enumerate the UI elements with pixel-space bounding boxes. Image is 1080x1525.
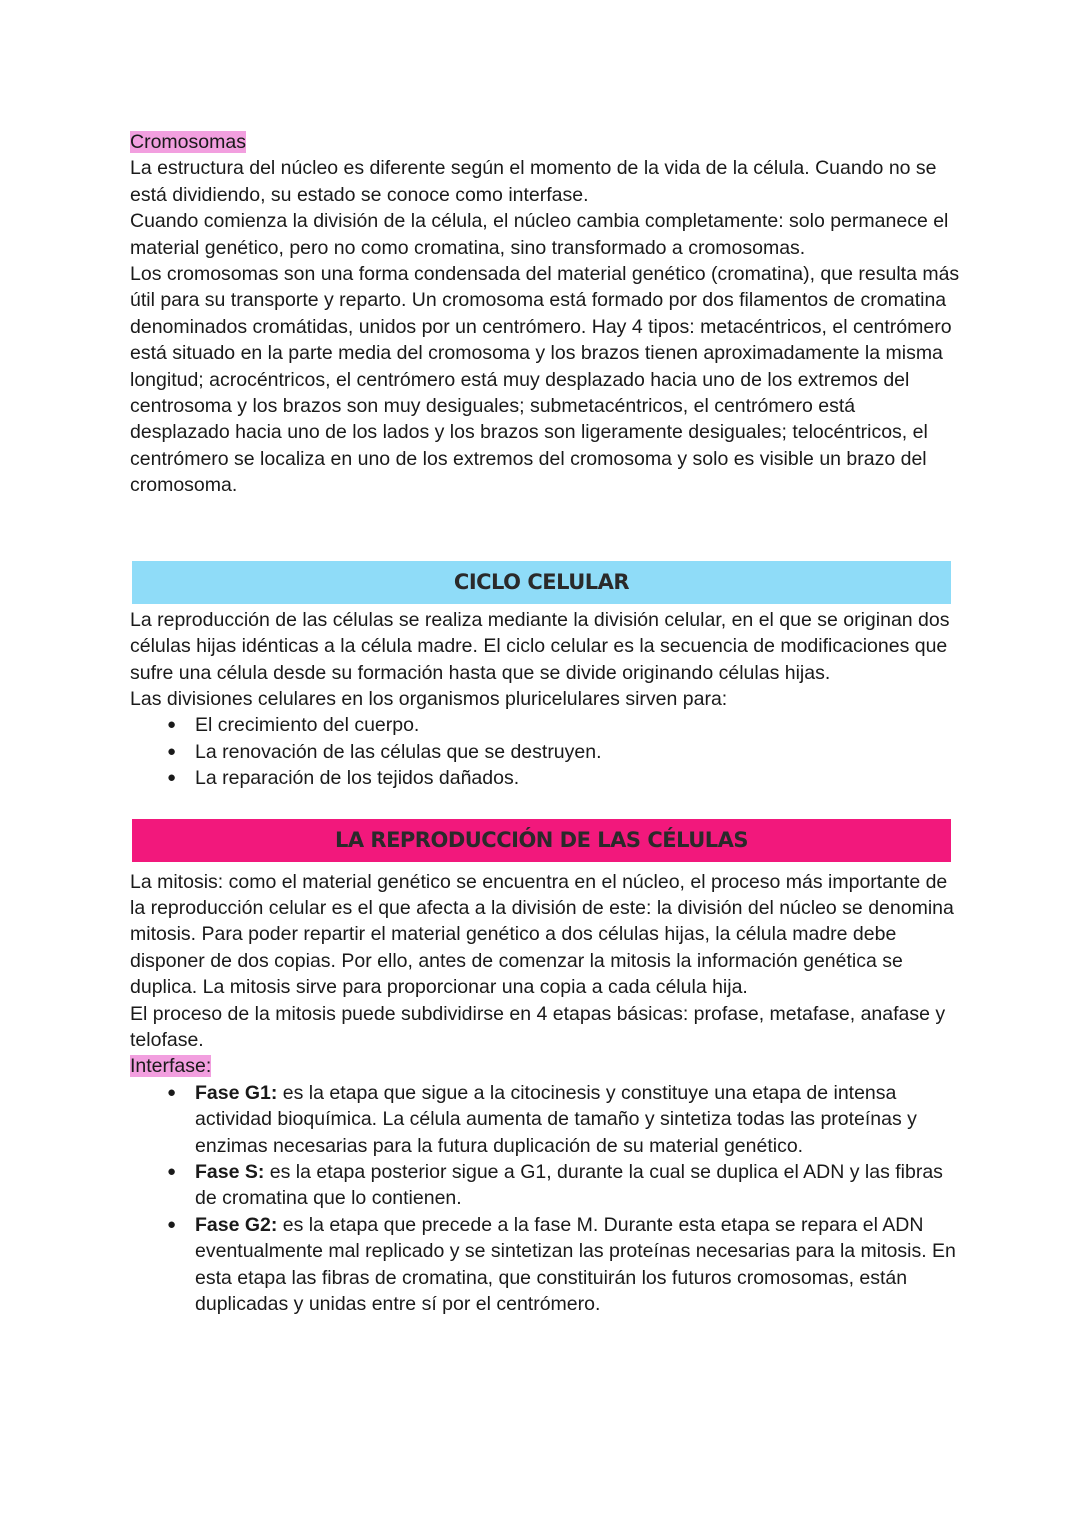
bullet-icon: ● <box>167 1163 177 1180</box>
bullet-icon: ● <box>167 1083 177 1101</box>
section-heading-cromosomas: Cromosomas <box>130 131 246 153</box>
list-item <box>130 765 960 791</box>
list-item-text: La renovación de las células que se destruyen. <box>195 740 602 763</box>
banner-reproduccion <box>132 819 951 862</box>
fase-label: Fase S: <box>195 1161 265 1183</box>
bullet-list <box>130 712 960 791</box>
fase-text: es la etapa que sigue a la citocinesis y constituye una etapa de intensa actividad bioquímica. La célula aumenta de tamaño y sintetiza todas las proteínas y enzimas necesarias para la futura duplicación de su material genético. <box>195 1081 917 1157</box>
bullet-icon: ● <box>167 716 177 734</box>
paragraph: Los cromosomas son una forma condensada del material genético (cromatina), que resulta más útil para su transporte y reparto. Un cromosoma está formado por dos filamentos de cromatina denominados cromátidas, unidos por un centrómero. Hay 4 tipos: metacéntricos, el centrómero está situado en la parte media del cromosoma y los brazos tienen aproximadamente la misma longitud; acrocéntricos, el centrómero está muy desplazado hacia uno de los extremos del centrosoma y los brazos son muy desiguales; submetacéntricos, el centrómero está desplazado hacia uno de los lados y los brazos son ligeramente desiguales; telocéntricos, el centrómero se localiza en uno de los extremos del cromosoma y solo es visible un brazo del cromosoma. <box>130 263 960 497</box>
paragraph: Cuando comienza la división de la célula, el núcleo cambia completamente: solo permanece el material genético, pero no como cromatina, sino transformado a cromosomas. <box>130 210 949 259</box>
banner-title: CICLO CELULAR <box>453 569 630 594</box>
bullet-icon: ● <box>167 742 177 760</box>
fases-list <box>130 1080 960 1318</box>
fase-label: Fase G1: <box>195 1081 278 1104</box>
section-interfase <box>130 1053 960 1079</box>
banner-ciclo-celular <box>132 561 951 604</box>
section-cromosomas <box>130 129 960 155</box>
list-item <box>130 739 960 765</box>
list-item-text: La reparación de los tejidos dañados. <box>195 767 520 790</box>
paragraph: La estructura del núcleo es diferente según el momento de la vida de la célula. Cuando no se está dividiendo, su estado se conoce como interfase. <box>130 157 937 206</box>
paragraph: La mitosis: como el material genético se encuentra en el núcleo, el proceso más importante de la reproducción celular es el que afecta a la división de este: la división del núcleo se denomina mitosis. Para poder repartir el material genético a dos células hijas, la célula madre debe disponer de dos copias. Por ello, antes de comenzar la mitosis la información genética se duplica. La mitosis sirve para proporcionar una copia a cada célula hija. <box>130 870 954 999</box>
paragraph: Las divisiones celulares en los organismos pluricelulares sirven para: <box>130 687 728 710</box>
list-item-text: El crecimiento del cuerpo. <box>195 714 420 737</box>
paragraph: El proceso de la mitosis puede subdividirse en 4 etapas básicas: profase, metafase, anafase y telofase. <box>130 1002 946 1051</box>
banner-title: LA REPRODUCCIÓN DE LAS CÉLULAS <box>334 827 749 852</box>
bullet-icon: ● <box>167 769 177 787</box>
list-item-fase-g2 <box>130 1212 960 1318</box>
fase-text: es la etapa posterior sigue a G1, durante la cual se duplica el ADN y las fibras de cromatina que lo contienen. <box>195 1161 943 1210</box>
section-heading-interfase: Interfase: <box>130 1055 212 1078</box>
list-item-fase-s <box>130 1159 960 1212</box>
paragraph: La reproducción de las células se realiza mediante la división celular, en el que se originan dos células hijas idénticas a la célula madre. El ciclo celular es la secuencia de modificaciones que sufre una célula desde su formación hasta que se divide originando células hijas. <box>130 608 950 684</box>
fase-text: es la etapa que precede a la fase M. Durante esta etapa se repara el ADN eventualmente mal replicado y se sintetizan las proteínas necesarias para la mitosis. En esta etapa las fibras de cromatina, que constituirán los futuros cromosomas, están duplicadas y unidas entre sí por el centrómero. <box>195 1213 956 1316</box>
fase-label: Fase G2: <box>195 1213 278 1236</box>
document-page <box>130 129 960 1317</box>
bullet-icon: ● <box>167 1215 177 1233</box>
list-item <box>130 712 960 738</box>
list-item-fase-g1 <box>130 1080 960 1159</box>
